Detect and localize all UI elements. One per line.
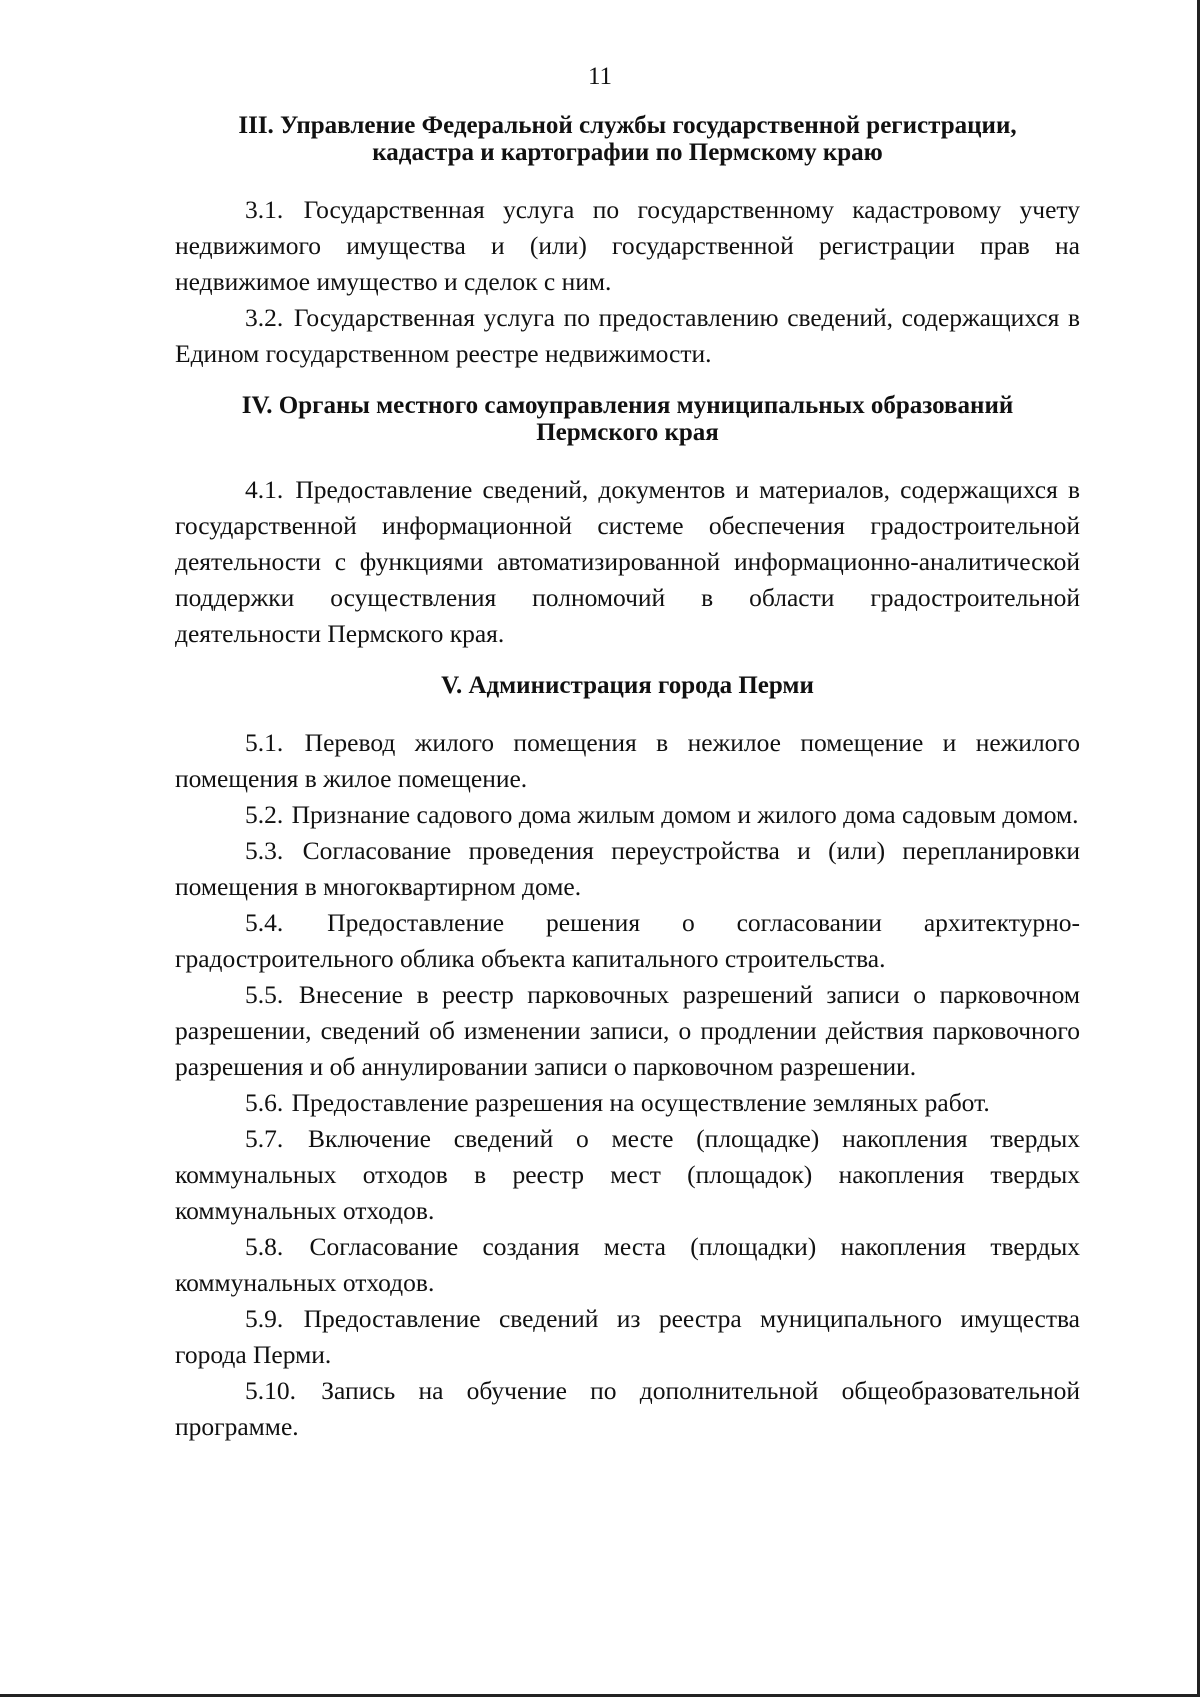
document-body (175, 112, 1080, 1445)
item-text: Предоставление решения о согласовании архитектурно-градостроительного облика объекта капитального строительства. (175, 908, 1080, 973)
list-item-5-8 (175, 1229, 1080, 1301)
section-title-v (175, 672, 1080, 699)
item-number: 5.9. (245, 1304, 284, 1333)
item-text: Внесение в реестр парковочных разрешений записи о парковочном разрешении, сведений об изменении записи, о продлении действия парковочного разрешения и об аннулировании записи о парковочном разрешении. (175, 980, 1081, 1081)
item-text: Согласование создания места (площадки) накопления твердых коммунальных отходов. (175, 1232, 1080, 1297)
section-title-line: V. Администрация города Перми (441, 672, 814, 699)
section-title-iv (175, 392, 1080, 446)
list-item-5-3 (175, 833, 1080, 905)
item-text: Предоставление сведений, документов и материалов, содержащихся в государственной информационной системе обеспечения градостроительной деятельности с функциями автоматизированной информационно-аналитической поддержки осуществления полномочий в области градостроительной деятельности Пермского края. (175, 475, 1080, 648)
item-text: Признание садового дома жилым домом и жилого дома садовым домом. (291, 800, 1079, 829)
item-text: Включение сведений о месте (площадке) накопления твердых коммунальных отходов в реестр мест (площадок) накопления твердых коммунальных отходов. (175, 1124, 1081, 1225)
item-number: 3.1. (245, 195, 284, 224)
item-text: Государственная услуга по предоставлению сведений, содержащихся в Едином государственном реестре недвижимости. (175, 303, 1080, 368)
list-item-5-9 (175, 1301, 1080, 1373)
item-text: Перевод жилого помещения в нежилое помещение и нежилого помещения в жилое помещение. (175, 728, 1081, 793)
item-number: 5.8. (245, 1232, 284, 1261)
list-item-5-10 (175, 1373, 1080, 1445)
section-title-iii (175, 112, 1080, 166)
section-title-line: Пермского края (536, 419, 719, 446)
item-text: Запись на обучение по дополнительной общеобразовательной программе. (175, 1376, 1080, 1441)
list-item-5-4 (175, 905, 1080, 977)
list-item-3-1 (175, 192, 1080, 300)
item-number: 5.5. (245, 980, 284, 1009)
list-item-5-5 (175, 977, 1080, 1085)
item-number: 5.6. (245, 1088, 284, 1117)
item-text: Согласование проведения переустройства и (или) перепланировки помещения в многоквартирном доме. (175, 836, 1080, 901)
item-text: Государственная услуга по государственному кадастровому учету недвижимого имущества и (или) государственной регистрации прав на недвижимое имущество и сделок с ним. (175, 195, 1080, 296)
item-number: 5.10. (245, 1376, 296, 1405)
page-number: 11 (587, 63, 613, 90)
section-title-line: IV. Органы местного самоуправления муниципальных образований (241, 392, 1014, 419)
list-item-5-6 (175, 1085, 1080, 1121)
section-title-line: III. Управление Федеральной службы государственной регистрации, (238, 112, 1017, 139)
section-title-line: кадастра и картографии по Пермскому краю (372, 139, 883, 166)
list-item-3-2 (175, 300, 1080, 372)
list-item-5-7 (175, 1121, 1080, 1229)
item-number: 5.3. (245, 836, 284, 865)
list-item-5-2 (175, 797, 1080, 833)
item-number: 5.7. (245, 1124, 284, 1153)
list-item-5-1 (175, 725, 1080, 797)
item-text: Предоставление сведений из реестра муниципального имущества города Перми. (175, 1304, 1081, 1369)
item-text: Предоставление разрешения на осуществление земляных работ. (291, 1088, 990, 1117)
list-item-4-1 (175, 472, 1080, 652)
item-number: 3.2. (245, 303, 284, 332)
item-number: 4.1. (245, 475, 284, 504)
item-number: 5.4. (245, 908, 284, 937)
item-number: 5.2. (245, 800, 284, 829)
item-number: 5.1. (245, 728, 284, 757)
